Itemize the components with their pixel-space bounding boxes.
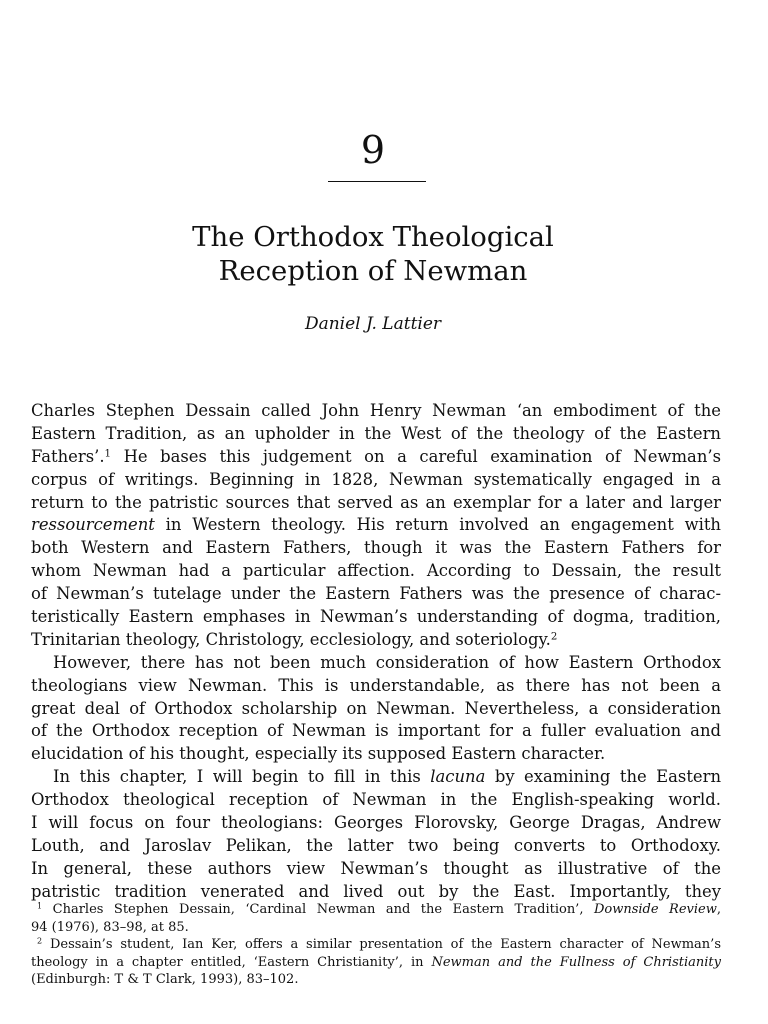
footnote-line — [31, 936, 721, 954]
text-segment: (Edinburgh: T & T Clark, 1993), 83–102. — [31, 972, 299, 988]
text-segment: Charles Stephen Dessain called John Henry Newman ‘an embodiment of the — [31, 401, 721, 420]
chapter-title-line: Reception of Newman — [218, 255, 528, 287]
italic-text: Newman and the Fullness of Christianity — [431, 954, 721, 970]
chapter-title-line: The Orthodox Theological — [192, 221, 554, 253]
text-segment: I will focus on four theologians: Georges Florovsky, George Dragas, Andrew — [31, 813, 721, 833]
chapter-number: 9 — [360, 128, 386, 172]
chapter-author: Daniel J. Lattier — [304, 314, 442, 334]
body-line — [31, 560, 721, 583]
body-line — [31, 698, 721, 721]
text-segment: He bases this judgement on a careful examination of Newman’s — [111, 446, 721, 466]
body-line — [31, 812, 721, 835]
body-line — [31, 606, 721, 629]
text-segment: Dessain’s student, Ian Ker, offers a similar presentation of the Eastern character of Newman’s — [42, 937, 721, 953]
text-segment: teristically Eastern emphases in Newman’s understanding of dogma, tradition, — [31, 607, 721, 627]
text-segment: of the Orthodox reception of Newman is important for a fuller evaluation and — [31, 721, 721, 741]
text-segment: , — [716, 902, 721, 917]
chapter-body-text — [31, 400, 721, 904]
body-line — [31, 583, 721, 606]
footnote-reference: 2 — [550, 631, 558, 643]
text-segment: of Newman’s tutelage under the Eastern Fathers was the presence of charac- — [31, 584, 721, 604]
text-segment: by examining the Eastern — [485, 767, 722, 787]
text-segment: return to the patristic sources that served as an exemplar for a later and larger — [31, 492, 721, 512]
body-line — [31, 423, 721, 446]
footnote-line — [31, 954, 721, 972]
body-line — [31, 629, 721, 652]
chapter-title — [0, 220, 746, 288]
footnotes — [31, 901, 721, 989]
footnote-marker: 2 — [37, 936, 43, 946]
footnote-reference: 1 — [104, 448, 112, 460]
text-segment: elucidation of his thought, especially its supposed Eastern character. — [31, 744, 606, 764]
body-line — [31, 858, 721, 881]
italic-text: lacuna — [430, 767, 486, 787]
text-segment: great deal of Orthodox scholarship on Newman. Nevertheless, a consideration — [31, 698, 721, 718]
text-segment: in Western theology. His return involved an engagement with — [154, 515, 721, 535]
body-line — [31, 537, 721, 560]
text-segment: theology in a chapter entitled, ‘Eastern Christianity’, in — [31, 954, 432, 970]
text-segment: Louth, and Jaroslav Pelikan, the latter two being converts to Orthodoxy. — [31, 835, 721, 855]
italic-text: ressourcement — [31, 515, 155, 535]
text-segment: theologians view Newman. This is understandable, as there has not been a — [31, 675, 721, 695]
text-segment: Trinitarian theology, Christology, ecclesiology, and soteriology. — [31, 629, 551, 649]
body-line — [31, 789, 721, 812]
body-line — [31, 514, 721, 537]
body-line — [31, 743, 721, 766]
body-line — [31, 446, 721, 469]
text-segment: 94 (1976), 83–98, at 85. — [31, 919, 189, 935]
footnote-line — [31, 971, 721, 989]
body-line — [31, 675, 721, 698]
body-line — [31, 720, 721, 743]
text-segment: Orthodox theological reception of Newman in the English-speaking world. — [31, 790, 721, 810]
body-line — [31, 652, 721, 675]
body-line — [31, 469, 721, 492]
text-segment: corpus of writings. Beginning in 1828, Newman systematically engaged in a — [31, 469, 721, 489]
text-segment: In general, these authors view Newman’s thought as illustrative of the — [31, 858, 721, 878]
text-segment: Charles Stephen Dessain, ‘Cardinal Newman and the Eastern Tradition’, — [42, 902, 594, 917]
text-segment: whom Newman had a particular affection. According to Dessain, the result — [31, 561, 721, 581]
body-line — [31, 492, 721, 515]
italic-text: Downside Review — [593, 902, 717, 917]
body-line — [31, 835, 721, 858]
footnote-line — [31, 901, 721, 919]
text-segment: However, there has not been much consideration of how Eastern Orthodox — [53, 652, 721, 672]
body-line — [31, 400, 721, 423]
footnote-line — [31, 919, 721, 937]
chapter-divider-rule — [328, 181, 426, 182]
text-segment: both Western and Eastern Fathers, though it was the Eastern Fathers for — [31, 538, 721, 558]
text-segment: In this chapter, I will begin to fill in this — [53, 767, 431, 787]
text-segment: patristic tradition venerated and lived out by the East. Importantly, they — [31, 881, 721, 901]
text-segment: Fathers’. — [31, 446, 105, 466]
text-segment: Eastern Tradition, as an upholder in the West of the theology of the Eastern — [31, 423, 721, 443]
footnote-marker: 1 — [37, 901, 43, 911]
body-line — [31, 766, 721, 789]
